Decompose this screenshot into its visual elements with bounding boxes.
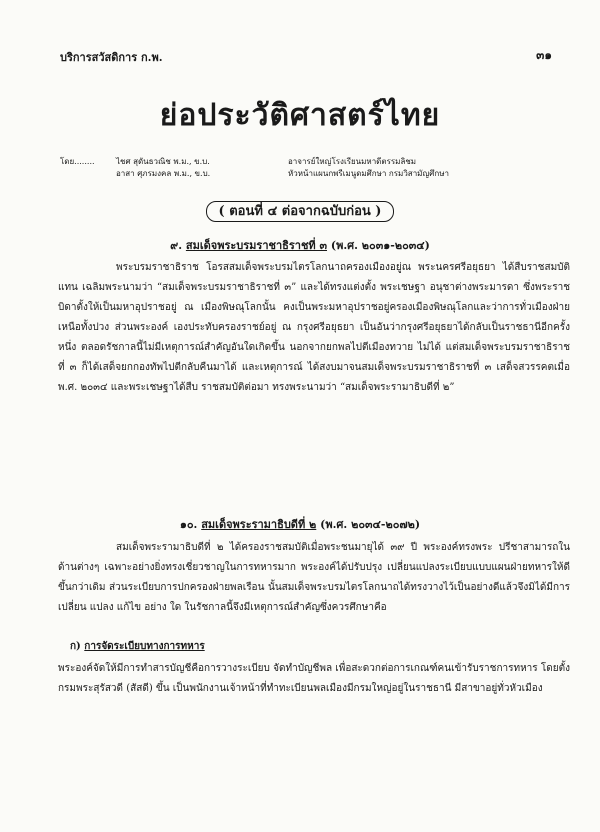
subsection-military: [70, 639, 566, 654]
author-name: อาสา ศุภรมงคล พ.ม., ข.บ.: [116, 169, 211, 178]
episode-subtitle: [0, 200, 600, 221]
page-number: ๓๑: [536, 48, 552, 62]
by-label: โดย........: [60, 157, 95, 166]
subsection-label: ก): [70, 641, 81, 652]
author-role: หัวหน้าแผนกพรีเมนูดมศึกษา กรมวิสามัญศึกษา: [288, 169, 449, 178]
author-role: อาจารย์ใหญ่โรงเรียนมหาดีตรรมลิชม: [288, 157, 417, 166]
running-header: บริการสวัสดิการ ก.พ.: [60, 51, 163, 64]
author-name: ไชศ สุดันธวณิช พ.ม., ข.บ.: [116, 157, 210, 166]
section-number: ๑๐.: [179, 518, 198, 531]
section-number: ๙.: [170, 239, 183, 252]
section-years: (พ.ศ. ๒๐๓๔-๒๐๗๒): [320, 518, 421, 531]
author-row: [60, 156, 449, 168]
author-row: [60, 168, 449, 180]
paragraph-2: สมเด็จพระรามาธิบดีที่ ๒ ได้ครองราชสมบัติเมื่อพระชนมายุได้ ๓๙ ปี พระองค์ทรงพระ ปรีชาสามารถในด้านต่างๆ เฉพาะอย่างยิ่งทรงเชี่ยวชาญในการทหารมาก พระองค์ได้ปรับปรุง เปลี่ยนแปลงระเบียบแบบแผนฝ่ายทหารให้ดีขึ้นกว่าเดิม ส่วนระเบียบการปกครองฝ่ายพลเรือน นั้นสมเด็จพระบรมไตรโลกนาถได้ทรงวางไว้เป็นอย่างดีแล้วจึงมิได้มีการเปลี่ยน แปลง แก้ไข อย่าง ใด ในรัชกาลนี้จึงมีเหตุการณ์สำคัญซึ่งควรศึกษาคือ: [58, 542, 570, 613]
paragraph-1: พระบรมราชาธิราช โอรสสมเด็จพระบรมไตรโลกนาถครองเมืองอยู่ณ พระนครศรีอยุธยา ได้สืบราชสมบัติแทน เฉลิมพระนามว่า “สมเด็จพระบรมราชาธิราชที่ ๓” และได้ทรงแต่งตั้ง พระเชษฐา อนุชาต่างพระมารดา ซึ่งพระราชบิดาตั้งให้เป็นมหาอุปราชอยู่ ณ เมืองพิษณุโลกนั้น คงเป็นพระมหาอุปราชอยู่ครองเมืองพิษณุโลกและว่าการทั่วเมืองฝ่ายเหนือทั้งปวง ส่วนพระองค์ เองประทับครองราชย์อยู่ ณ กรุงศรีอยุธยา เป็นอันว่ากรุงศรีอยุธยาได้กลับเป็นราชธานีอีกครั้ง หนึ่ง ตลอดรัชกาลนี้ไม่มีเหตุการณ์สำคัญอันใดเกิดขึ้น นอกจากยกพลไปตีเมืองทวาย ไม่ได้ แต่สมเด็จพระบรมราชาธิราชที่ ๓ ก็ได้เสด็จยกกองทัพไปตีกลับคืนมาได้ และเหตุการณ์ ได้สงบมาจนสมเด็จพระบรมราชาธิราชที่ ๓ เสด็จสวรรคตเมื่อพ.ศ. ๒๐๓๔ และพระเชษฐาได้สืบ ราชสมบัติต่อมา ทรงพระนามว่า “สมเด็จพระรามาธิบดีที่ ๒”: [58, 262, 570, 393]
paragraph-3: พระองค์จัดให้มีการทำสารบัญชีคือการวางระเบียบ จัดทำบัญชีพล เพื่อสะดวกต่อการเกณฑ์คนเข้ารับราชการทหาร โดยตั้งกรมพระสุรัสวดี (สัสดี) ขึ้น เป็นพนักงานเจ้าหน้าที่ทำทะเบียนพลเมืองมีกรมใหญ่อยู่ในราชธานี มีสาขาอยู่ทั่วหัวเมือง: [58, 663, 570, 694]
episode-label: ( ตอนที่ ๔ ต่อจากฉบับก่อน ): [206, 201, 395, 222]
author-block: [60, 156, 449, 180]
section-heading-10: [0, 515, 600, 533]
section-heading-9: [0, 236, 600, 254]
section-name: สมเด็จพระบรมราชาธิราชที่ ๓: [185, 239, 328, 252]
section-years: (พ.ศ. ๒๐๓๑-๒๐๓๔): [330, 239, 430, 252]
subsection-heading: การจัดระเบียบทางการทหาร: [84, 641, 205, 652]
article-title: ย่อประวัติศาสตร์ไทย: [159, 98, 441, 133]
section-name: สมเด็จพระรามาธิบดีที่ ๒: [201, 518, 317, 531]
